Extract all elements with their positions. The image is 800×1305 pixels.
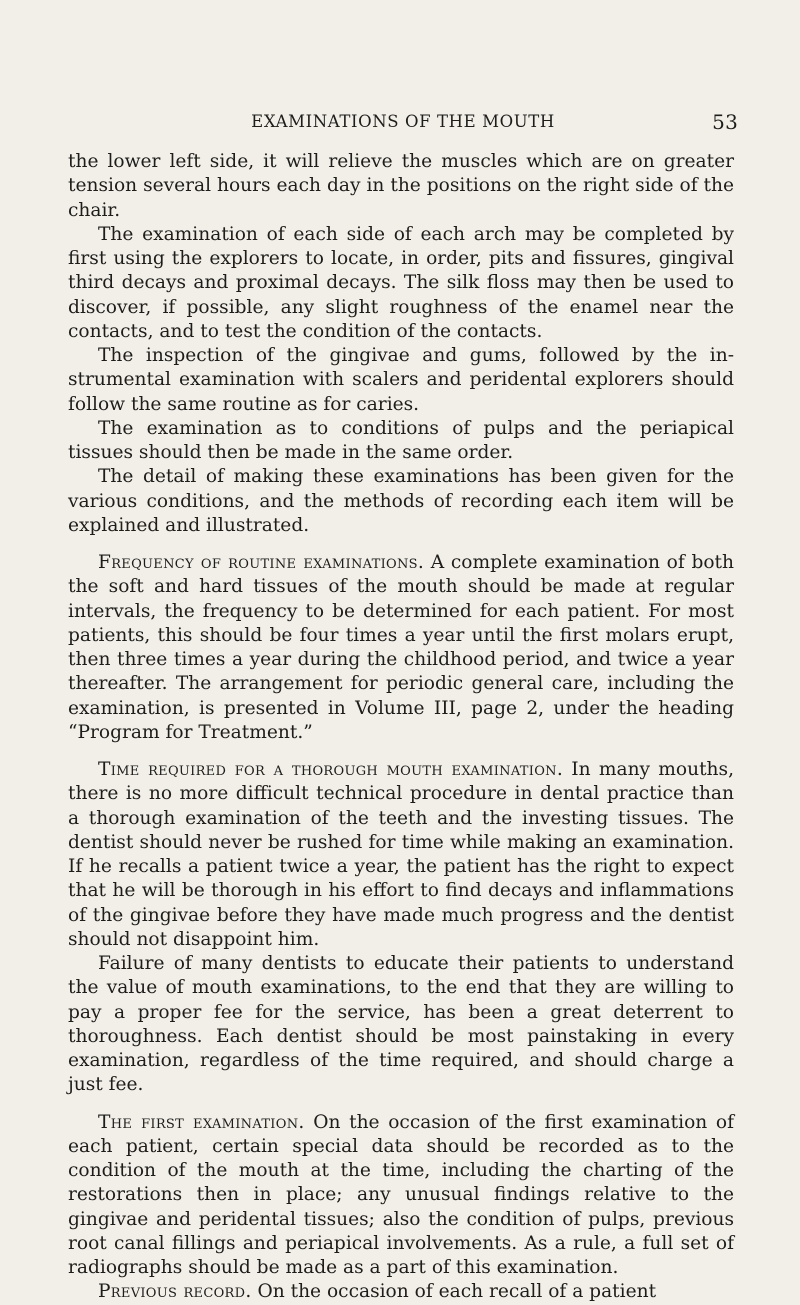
paragraph-pulps-examination — [68, 417, 734, 466]
paragraph-frequency — [68, 551, 734, 745]
paragraph-continuation — [68, 150, 734, 223]
section-lead-previous-record: Previous record. — [98, 1281, 252, 1303]
page-number: 53 — [712, 110, 738, 134]
paragraph-arch-examination — [68, 223, 734, 344]
paragraph-text: In many mouths, there is no more difficult technical procedure in dental practice than a thorough examination of the teeth and the investing tissues. The dentist should never be rushed for time while making an examination. If he recalls a patient twice a year, the patient has the right to expect that he will be thorough in his effort to find decays and inflammations of the gingivae before they have made much progress and the dentist should not disappoint him. — [68, 759, 734, 950]
paragraph-time-required — [68, 758, 734, 952]
section-lead-first-examination: The first examination. — [98, 1111, 305, 1133]
section-lead-frequency: Frequency of routine examinations. — [98, 552, 425, 573]
body-text — [68, 150, 734, 1305]
paragraph-text: On the occasion of the first examination of each patient, certain special data should be recorded as to the condition of the mouth at the time, including the charting of the restorations then in place; any unusual findings relative to the gingivae and peridental tissues; also the condition of pulps, previous root canal fillings and periapical involvements. As a rule, a full set of radiographs should be made as a part of this examination. — [68, 1111, 734, 1278]
section-lead-time-required: Time required for a thorough mouth examination. — [98, 759, 564, 780]
paragraph-gingivae-inspection — [68, 344, 734, 417]
running-head: EXAMINATIONS OF THE MOUTH — [251, 112, 555, 131]
paragraph-text: A complete examination of both the soft and hard tissues of the mouth should be made at regular intervals, the frequency to be determined for each patient. For most patients, this should be four times a year until the first molars erupt, then three times a year during the childhood period, and twice a year thereafter. The arrangement for periodic general care, including the examination, is presented in Volume III, page 2, under the heading “Program for Treatment.” — [68, 552, 734, 743]
paragraph-detail-of-examinations — [68, 465, 734, 538]
paragraph-text: The inspection of the gingivae and gums, followed by the instrumental examination with scalers and peridental explorers should follow the same routine as for caries. — [68, 345, 734, 415]
page-header — [68, 112, 738, 138]
paragraph-previous-record — [68, 1280, 734, 1304]
paragraph-text: The detail of making these examinations has been given for the various conditions, and the methods of recording each item will be explained and illustrated. — [68, 466, 734, 536]
paragraph-text: the lower left side, it will relieve the muscles which are on greater tension several hours each day in the positions on the right side of the chair. — [68, 151, 734, 221]
paragraph-first-examination — [68, 1111, 734, 1281]
paragraph-text: The examination of each side of each arch may be completed by first using the explorers to locate, in order, pits and fissures, gingival third decays and proximal decays. The silk floss may then be used to discover, if possible, any slight roughness of the enamel near the contacts, and to test the condition of the contacts. — [68, 223, 734, 342]
paragraph-text: On the occasion of each recall of a patient — [257, 1281, 657, 1303]
paragraph-text: Failure of many dentists to educate their patients to understand the value of mouth examinations, to the end that they are willing to pay a proper fee for the service, has been a great deterrent to thoroughness. Each dentist should be most painstaking in every examination, regardless of the time required, and should charge a just fee. — [68, 953, 734, 1096]
paragraph-failure-of-dentists — [68, 952, 734, 1098]
paragraph-text: The examination as to conditions of pulps and the periapical tissues should then be made in the same order. — [68, 417, 734, 463]
